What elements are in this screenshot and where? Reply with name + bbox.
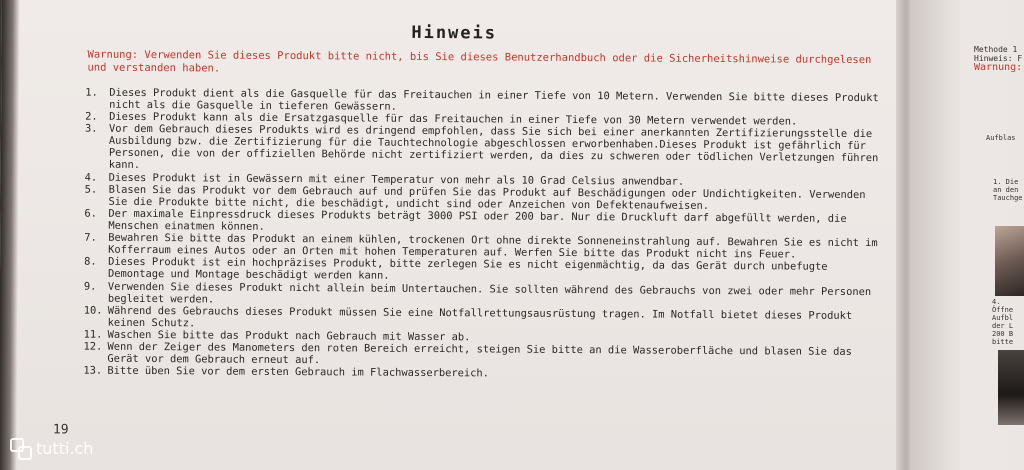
list-item: 8. Dieses Produkt ist ein hochpräzises Produkt, bitte zerlegen Sie es nicht eigenmächtig, da das Gerät durch unbefugte Demontage und Montage beschädigt werden kann. <box>84 255 828 283</box>
list-item: 5. Blasen Sie das Produkt vor dem Gebrauch auf und prüfen Sie das Produkt auf Beschädigungen oder Undichtigkeiten. Verwenden Sie die Produkte bitte nicht, die beschädigt, undicht sind oder Anzeichen von Defektenaufweisen. <box>84 183 866 212</box>
list-item: 2. Dieses Produkt kann als die Ersatzgasquelle für das Freitauchen in einer Tiefe von 30 Metern verwendet werden. <box>85 110 798 128</box>
right-line-1: Methode 1 <box>974 45 1018 54</box>
list-item: 11. Waschen Sie bitte das Produkt nach Gebrauch mit Wasser ab. <box>83 328 471 344</box>
right-photo-top <box>995 226 1024 296</box>
right-line-3: Warnung: <box>974 62 1023 73</box>
list-item: 13. Bitte üben Sie vor dem ersten Gebrauch im Flachwasserbereich. <box>83 364 489 380</box>
right-line-2: Hinweis: F <box>974 54 1023 63</box>
tutti-logo-icon <box>8 436 32 460</box>
list-item: 10. Während des Gebrauchs dieses Produkt müssen Sie eine Notfallrettungsausrüstung tragen. Im Notfall bietet dieses Produkt keinen Schutz. <box>83 304 853 330</box>
list-item: 6. Der maximale Einpressdruck dieses Produkts beträgt 3000 PSI oder 200 bar. Nur die Druckluft darf abgefüllt werden, die Menschen einatmen können. <box>84 207 847 233</box>
right-photo-bottom <box>998 350 1024 425</box>
page-title: Hinweis <box>411 22 498 44</box>
watermark-text: tutti.ch <box>36 438 94 458</box>
list-item: 3. Vor dem Gebrauch dieses Produkts wird es dringend empfohlen, dass Sie sich bei einer anerkannten Zertifizierungsstelle die Ausbildung bzw. die Zertifizierung für die Tauchtechnologie abgeschlossen erworbenhaben.Dieses Produkt ist gefährlich für Personen, die von der offiziellen Behörde nicht zertifiziert werden, da dies zu schweren oder tödlichen Verletzungen führen kann. <box>84 122 879 172</box>
tutti-watermark <box>8 436 93 460</box>
right-page-header <box>974 45 1022 72</box>
page-number: 19 <box>52 422 69 438</box>
list-item: 7. Bewahren Sie bitte das Produkt an einem kühlen, trockenen Ort ohne direkte Sonneneinstrahlung auf. Bewahren Sie es nicht im Kofferraum eines Autos oder an Orten mit hohen Temperaturen auf. Werfen Sie bitte das Produkt nicht ins Feuer. <box>84 231 878 261</box>
list-item: 4. Dieses Produkt ist in Gewässern mit einer Temperatur von mehr als 10 Grad Celsius anwendbar. <box>84 171 685 188</box>
right-aufblas: Aufblas <box>986 134 1016 142</box>
warning-text: Warnung: Verwenden Sie dieses Produkt bitte nicht, bis Sie dieses Benutzerhandbuch oder die Sicherheitshinweise durchgelesen und verstanden haben. <box>87 48 872 75</box>
list-item: 9. Verwenden Sie dieses Produkt nicht allein beim Untertauchen. Sie sollten während des Gebrauchs von zwei oder mehr Personen begleitet werden. <box>83 280 872 305</box>
right-item-1: 1. Die an den Tauchge <box>993 178 1023 202</box>
right-item-4: 4. Öffne Aufbl der L 200 B bitte <box>992 298 1014 346</box>
list-item: 1. Dieses Produkt dient als die Gasquelle für das Freitauchen in einer Tiefe von 10 Metern. Verwenden Sie bitte dieses Produkt nicht als die Gasquelle in tieferen Gewässern. <box>85 86 879 113</box>
safety-list <box>83 87 885 383</box>
list-item: 12. Wenn der Zeiger des Manometers den roten Bereich erreicht, steigen Sie bitte an die Wasseroberfläche und blasen Sie das Gerät vor dem Gebrauch erneut auf. <box>83 340 852 367</box>
